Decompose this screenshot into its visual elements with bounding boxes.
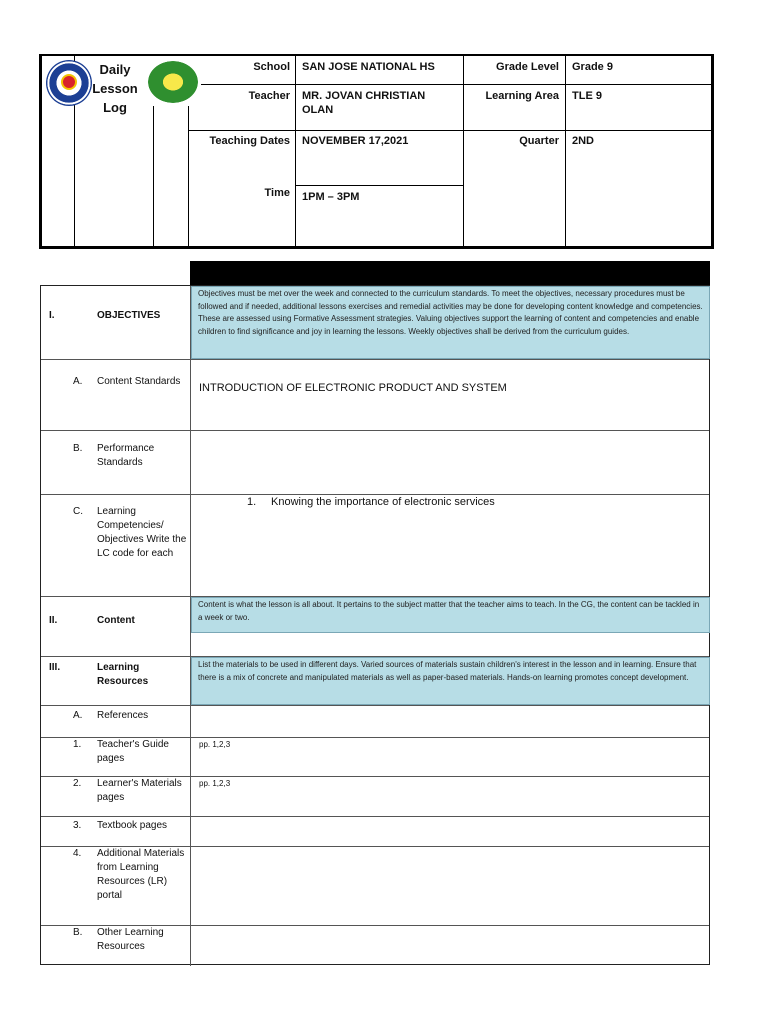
row-teachers-guide: 1. Teacher's Guide pages pp. 1,2,3 [41,738,709,777]
area-label: Learning Area [485,90,559,102]
row-content: II. Content Content is what the lesson is all about. It pertains to the subject matter that the teacher aims to teach. In the CG, the content can be tackled in a week or two. [41,597,709,657]
dates-value: NOVEMBER 17,2021 [302,135,409,147]
quarter-value: 2ND [572,135,595,147]
row-learners-materials: 2. Learner's Materials pages pp. 1,2,3 [41,777,709,817]
content-note: Content is what the lesson is all about. It pertains to the subject matter that the teacher aims to teach. In the CG, the content can be tackled in a week or two. [191,597,710,633]
objectives-note: Objectives must be met over the week and connected to the curriculum standards. To meet the objectives, necessary procedures must be followed and if needed, additional lessons exercises and remedial activities may be done for developing content knowledge and competencies. These are assessed using Formative Assessment strategies. Valuing objectives support the learning of content and competencies and enable children to find significance and joy in learning the lessons. Weekly objectives shall be derived from the curriculum guides. [191,286,710,359]
row-performance-standards: B. Performance Standards [41,431,709,495]
row-objectives: I. OBJECTIVES Objectives must be met over the week and connected to the curriculum standards. To meet the objectives, necessary procedures must be followed and if needed, additional lessons exercises and remedial activities may be done for developing content knowledge and competencies. These are assessed using Formative Assessment strategies. Valuing objectives support the learning of content and competencies and enable children to find significance and joy in learning the lessons. Weekly objectives shall be derived from the curriculum guides. [41,286,709,360]
grade-label: Grade Level [496,61,559,73]
row-other-resources: B. Other Learning Resources [41,926,709,966]
row-content-standards: A. Content Standards INTRODUCTION OF ELECTRONIC PRODUCT AND SYSTEM [41,360,709,431]
area-value: TLE 9 [572,90,602,102]
lesson-table [40,285,710,965]
school-label: School [253,61,290,73]
school-value: SAN JOSE NATIONAL HS [302,61,435,73]
row-additional-materials: 4. Additional Materials from Learning Resources (LR) portal [41,847,709,926]
learners-materials-value: pp. 1,2,3 [199,779,231,788]
row-references: A. References [41,706,709,738]
competency-item: Knowing the importance of electronic services [271,496,495,508]
dll-header [39,54,714,249]
teacher-label: Teacher [248,90,290,102]
dates-label: Teaching Dates [209,135,290,147]
grade-value: Grade 9 [572,61,613,73]
row-competencies: C. Learning Competencies/ Objectives Write the LC code for each 1. Knowing the importance of electronic services [41,495,709,597]
dll-title: Daily Lesson Log [92,62,138,115]
content-standards-value: INTRODUCTION OF ELECTRONIC PRODUCT AND SYSTEM [199,382,507,394]
row-learning-resources: III. Learning Resources List the materials to be used in different days. Varied sources of materials sustain children's interest in the lesson and in learning. Ensure that there is a mix of concrete and manipulated materials as well as paper-based materials. Hands-on learning promotes concept development. [41,657,709,706]
teachers-guide-value: pp. 1,2,3 [199,740,231,749]
time-label: Time [264,187,290,199]
table-header-bar [190,261,710,285]
resources-note: List the materials to be used in different days. Varied sources of materials sustain children's interest in the lesson and in learning. Ensure that there is a mix of concrete and manipulated materials as well as paper-based materials. Hands-on learning promotes concept development. [191,657,710,705]
row-textbook: 3. Textbook pages [41,817,709,847]
time-value: 1PM – 3PM [302,191,360,203]
quarter-label: Quarter [519,135,559,147]
teacher-value: MR. JOVAN CHRISTIAN OLAN [302,90,426,116]
